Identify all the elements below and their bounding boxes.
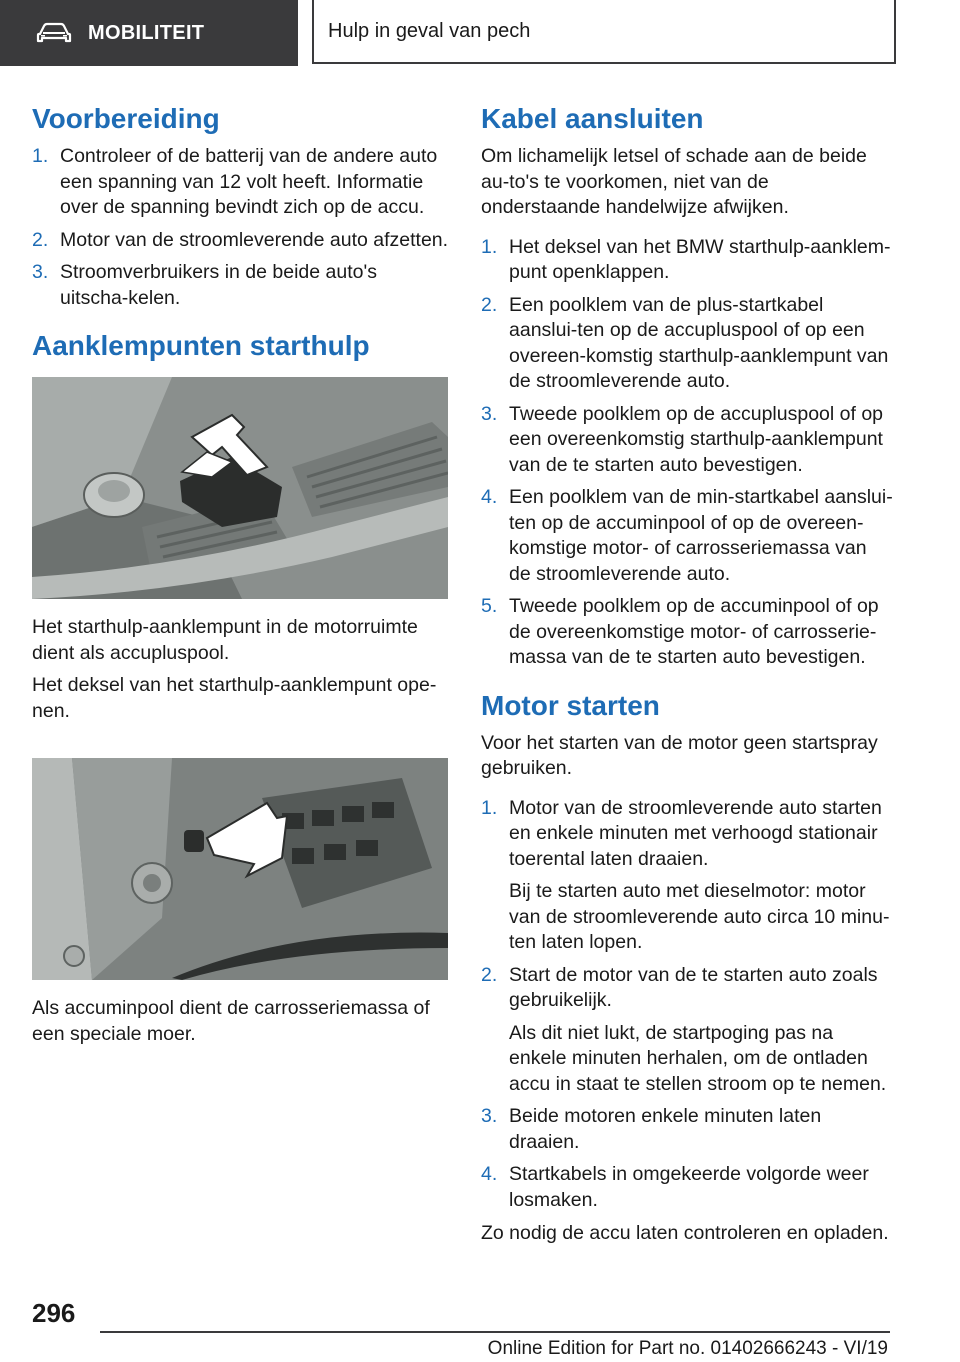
step-number: 3. [32,261,49,283]
page-header [0,0,960,66]
section-title: MOBILITEIT [88,21,205,44]
chapter-title: Hulp in geval van pech [328,19,531,42]
car-icon [36,21,72,45]
preparation-heading: Voorbereiding [32,103,220,134]
step-text: Tweede poolklem op de accupluspool of op een overeenkomstig starthulp-aanklempunt van de te starten auto bevestigen. [509,402,884,476]
engine-bay-positive-terminal-image [32,377,448,599]
step-number: 1. [481,796,498,819]
list-item [481,293,893,395]
page-number: 296 [32,1298,76,1328]
step-number: 2. [481,293,498,316]
caption-positive-terminal: Het starthulp-aanklempunt in de motorruimte dient als accupluspool. [32,616,418,664]
step-text: Een poolklem van de min-startkabel aanslui-ten op de accuminpool of op de overeen-komstige motor- of carrosseriemassa van de stroomleverende auto. [509,486,893,585]
right-column [481,100,893,1254]
step-text: Start de motor van de te starten auto zoals gebruikelijk. [509,963,878,1011]
list-item [481,235,893,286]
engine-bay-negative-terminal-image [32,758,448,980]
list-item [32,228,450,254]
caption-open-cover: Het deksel van het starthulp-aanklempunt ope-nen. [32,674,437,722]
step-number: 3. [481,402,498,425]
step-text: Tweede poolklem op de accuminpool of op de overeenkomstige motor- of carrosserie-massa van de te starten auto bevestigen. [509,595,879,668]
step-text: Startkabels in omgekeerde volgorde weer losmaken. [509,1163,869,1211]
step-number: 1. [481,235,498,258]
chapter-tab [312,0,896,64]
connect-cable-heading: Kabel aansluiten [481,103,704,134]
step-number: 3. [481,1105,498,1127]
step-number: 4. [481,1163,498,1185]
list-item [481,594,893,671]
section-tab [0,0,298,66]
step-number: 2. [481,963,498,986]
list-item [481,1162,893,1213]
start-engine-heading: Motor starten [481,689,660,721]
preparation-steps [32,144,450,311]
step-number: 4. [481,486,498,508]
list-item [481,963,893,1098]
step-text: Controleer of de batterij van de andere auto een spanning van 12 volt heeft. Informatie over de spanning bevindt zich op de accu. [60,145,438,218]
list-item [481,402,893,479]
step-text: Motor van de stroomleverende auto afzetten. [60,228,449,251]
connect-cable-steps [481,235,893,671]
start-engine-steps [481,796,893,1214]
list-item [481,1104,893,1155]
step-text: Beide motoren enkele minuten laten draaien. [509,1105,822,1153]
list-item [32,144,450,221]
step-text: Stroomverbruikers in de beide auto's uitscha-kelen. [60,261,377,309]
step-number: 1. [32,145,49,167]
closing-note: Zo nodig de accu laten controleren en opladen. [481,1222,889,1244]
step-number: 2. [32,228,49,251]
step-text: Een poolklem van de plus-startkabel aanslui-ten op de accupluspool of op een overeen-komstig starthulp-aanklempunt van de stroomleverende auto. [509,293,889,392]
edition-note: Online Edition for Part no. 01402666243 - VI/19 [487,1338,888,1359]
footer-divider [100,1331,890,1333]
step-number: 5. [481,595,498,617]
list-item [481,485,893,587]
step-text: Het deksel van het BMW starthulp-aanklem-punt openklappen. [509,235,891,283]
step-note: Als dit niet lukt, de startpoging pas na enkele minuten herhalen, om de ontladen accu in staat te stellen stroom op te nemen. [509,1021,887,1095]
connect-cable-intro: Om lichamelijk letsel of schade aan de beide au-to's te voorkomen, niet van de onderstaande handelwijze afwijken. [481,145,867,218]
list-item [481,796,893,956]
step-note: Bij te starten auto met dieselmotor: motor van de stroomleverende auto circa 10 minu-ten laten lopen. [509,880,890,953]
step-text: Motor van de stroomleverende auto starten en enkele minuten met verhoogd stationair toerental laten draaien. [509,796,882,870]
left-column [32,100,450,1054]
jump-points-heading: Aanklempunten starthulp [32,330,370,361]
start-engine-intro: Voor het starten van de motor geen startspray gebruiken. [481,731,878,779]
caption-negative-terminal: Als accuminpool dient de carrosseriemassa of een speciale moer. [32,997,430,1045]
list-item [32,260,450,311]
